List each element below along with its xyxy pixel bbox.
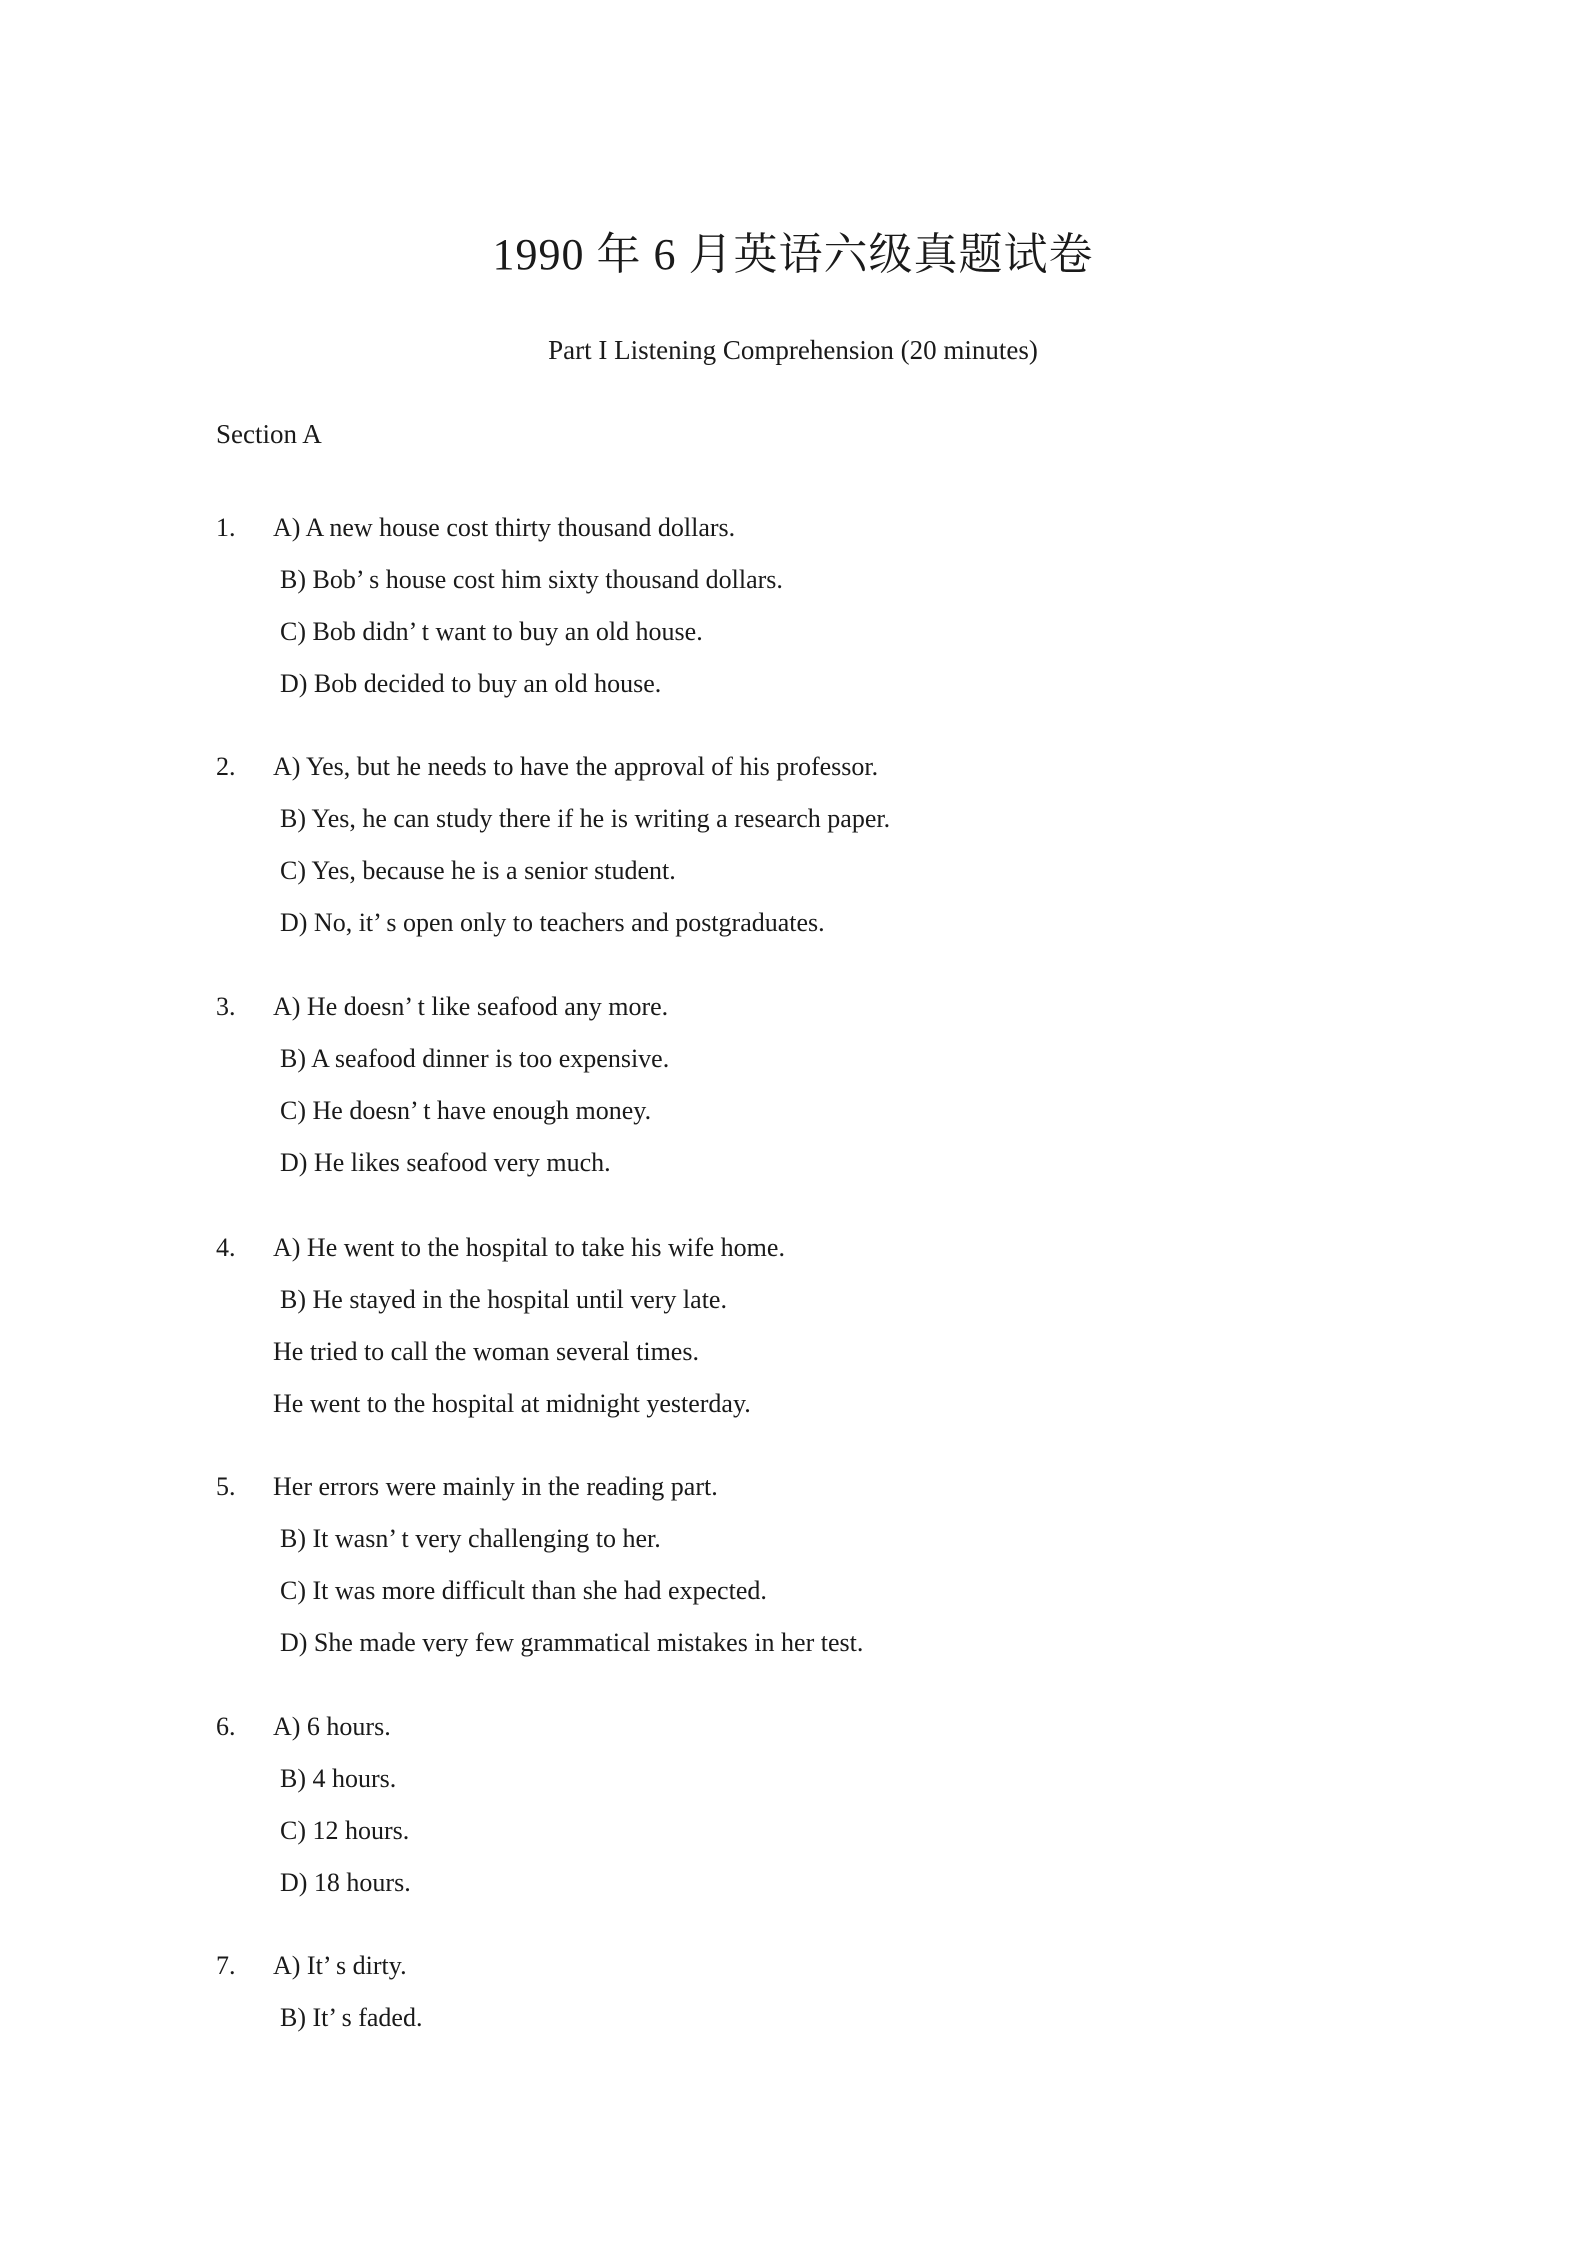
option-a: A) He doesn’ t like seafood any more.	[273, 992, 669, 1021]
option-d: D) She made very few grammatical mistakes in her test.	[280, 1628, 864, 1657]
option-b: B) Bob’ s house cost him sixty thousand dollars.	[280, 565, 783, 594]
option-c: C) 12 hours.	[280, 1816, 410, 1845]
option-a: A) He went to the hospital to take his wife home.	[273, 1233, 785, 1262]
option-a: Her errors were mainly in the reading part.	[273, 1472, 718, 1501]
option-b: B) A seafood dinner is too expensive.	[280, 1044, 670, 1073]
question-number: 3.	[216, 992, 236, 1021]
option-c: He tried to call the woman several times.	[273, 1337, 699, 1366]
part-title: Part I Listening Comprehension (20 minutes)	[548, 335, 1038, 365]
option-d: D) He likes seafood very much.	[280, 1148, 611, 1177]
option-b: B) It’ s faded.	[280, 2003, 423, 2032]
question-number: 5.	[216, 1472, 236, 1501]
question-number: 7.	[216, 1951, 236, 1980]
option-c: C) He doesn’ t have enough money.	[280, 1096, 652, 1125]
option-b: B) 4 hours.	[280, 1764, 397, 1793]
option-d: He went to the hospital at midnight yesterday.	[273, 1389, 751, 1418]
option-b: B) It wasn’ t very challenging to her.	[280, 1524, 661, 1553]
question-number: 6.	[216, 1712, 236, 1741]
option-a: A) Yes, but he needs to have the approval of his professor.	[273, 752, 879, 781]
option-d: D) Bob decided to buy an old house.	[280, 669, 662, 698]
option-a: A) A new house cost thirty thousand dollars.	[273, 513, 736, 542]
option-d: D) 18 hours.	[280, 1868, 411, 1897]
option-d: D) No, it’ s open only to teachers and postgraduates.	[280, 908, 825, 937]
document-title: 1990 年 6 月英语六级真题试卷	[492, 230, 1094, 279]
question-number: 1.	[216, 513, 236, 542]
question-number: 4.	[216, 1233, 236, 1262]
option-b: B) Yes, he can study there if he is writing a research paper.	[280, 804, 891, 833]
option-b: B) He stayed in the hospital until very late.	[280, 1285, 727, 1314]
option-a: A) It’ s dirty.	[273, 1951, 407, 1980]
option-c: C) Yes, because he is a senior student.	[280, 856, 676, 885]
option-a: A) 6 hours.	[273, 1712, 391, 1741]
question-number: 2.	[216, 752, 236, 781]
option-c: C) It was more difficult than she had expected.	[280, 1576, 767, 1605]
option-c: C) Bob didn’ t want to buy an old house.	[280, 617, 703, 646]
section-title: Section A	[216, 419, 322, 449]
